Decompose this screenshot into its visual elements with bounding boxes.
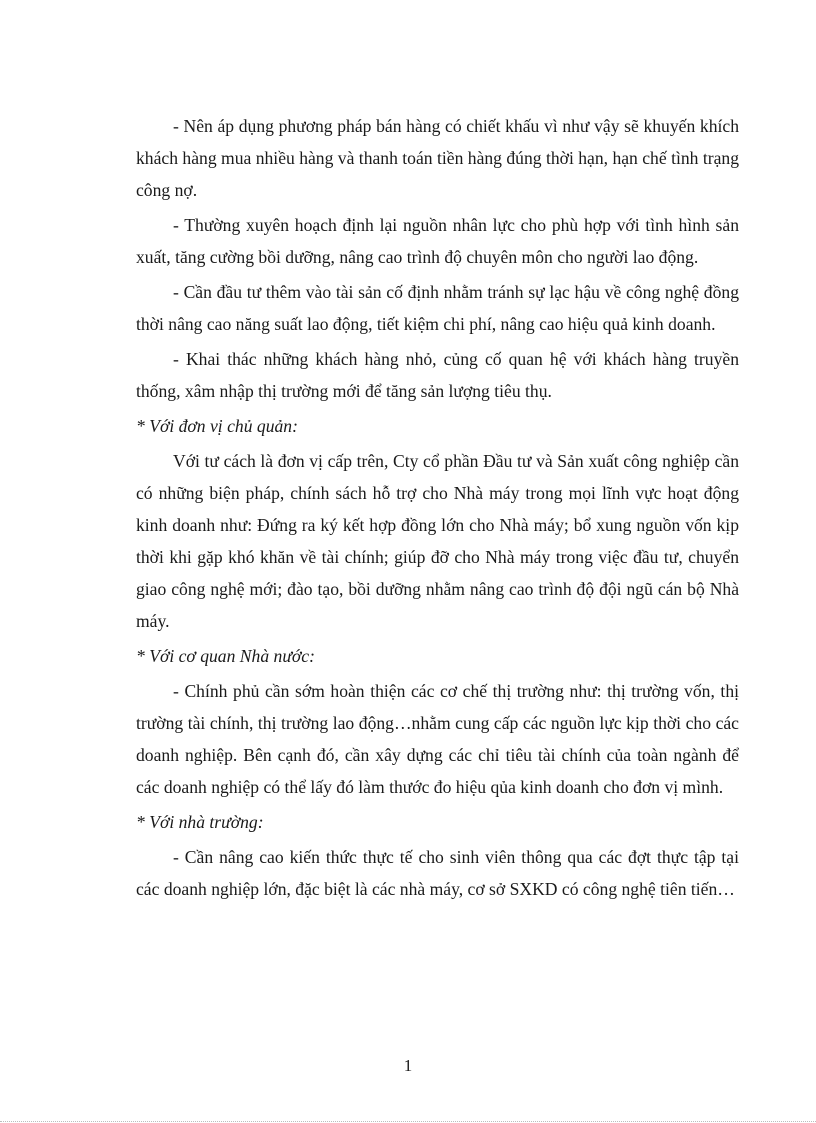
heading-parent-unit: * Với đơn vị chủ quản: xyxy=(136,416,298,436)
heading-state-agency: * Với cơ quan Nhà nước: xyxy=(136,646,315,666)
page-number: 1 xyxy=(403,1056,413,1075)
paragraph-sales-discount: - Nên áp dụng phương pháp bán hàng có chiết khấu vì như vậy sẽ khuyến khích khách hàng mua nhiều hàng và thanh toán tiền hàng đúng thời hạn, hạn chế tình trạng công nợ. xyxy=(136,116,739,200)
paragraph-customers: - Khai thác những khách hàng nhỏ, củng cố quan hệ với khách hàng truyền thống, xâm nhập thị trường mới để tăng sản lượng tiêu thụ. xyxy=(136,349,739,401)
page-boundary-divider xyxy=(0,1121,816,1122)
paragraph-human-resources: - Thường xuyên hoạch định lại nguồn nhân lực cho phù hợp với tình hình sản xuất, tăng cường bồi dưỡng, nâng cao trình độ chuyên môn cho người lao động. xyxy=(136,215,739,267)
paragraph-fixed-assets: - Cần đầu tư thêm vào tài sản cố định nhằm tránh sự lạc hậu về công nghệ đồng thời nâng cao năng suất lao động, tiết kiệm chi phí, nâng cao hiệu quả kinh doanh. xyxy=(136,282,739,334)
paragraph-state-agency: - Chính phủ cần sớm hoàn thiện các cơ chế thị trường như: thị trường vốn, thị trường tài chính, thị trường lao động…nhằm cung cấp các nguồn lực kịp thời cho các doanh nghiệp. Bên cạnh đó, cần xây dựng các chỉ tiêu tài chính của toàn ngành để các doanh nghiệp có thể lấy đó làm thước đo hiệu qủa kinh doanh cho đơn vị mình. xyxy=(136,681,739,797)
paragraph-parent-unit: Với tư cách là đơn vị cấp trên, Cty cổ phần Đầu tư và Sản xuất công nghiệp cần có những biện pháp, chính sách hỗ trợ cho Nhà máy trong mọi lĩnh vực hoạt động kinh doanh như: Đứng ra ký kết hợp đồng lớn cho Nhà máy; bổ xung nguồn vốn kịp thời khi gặp khó khăn về tài chính; giúp đỡ cho Nhà máy trong việc đầu tư, chuyển giao công nghệ mới; đào tạo, bồi dưỡng nhằm nâng cao trình độ đội ngũ cán bộ Nhà máy. xyxy=(136,451,739,631)
heading-school: * Với nhà trường: xyxy=(136,812,264,832)
paragraph-school: - Cần nâng cao kiến thức thực tế cho sinh viên thông qua các đợt thực tập tại các doanh nghiệp lớn, đặc biệt là các nhà máy, cơ sở SXKD có công nghệ tiên tiến… xyxy=(136,847,739,899)
document-page xyxy=(136,110,739,908)
